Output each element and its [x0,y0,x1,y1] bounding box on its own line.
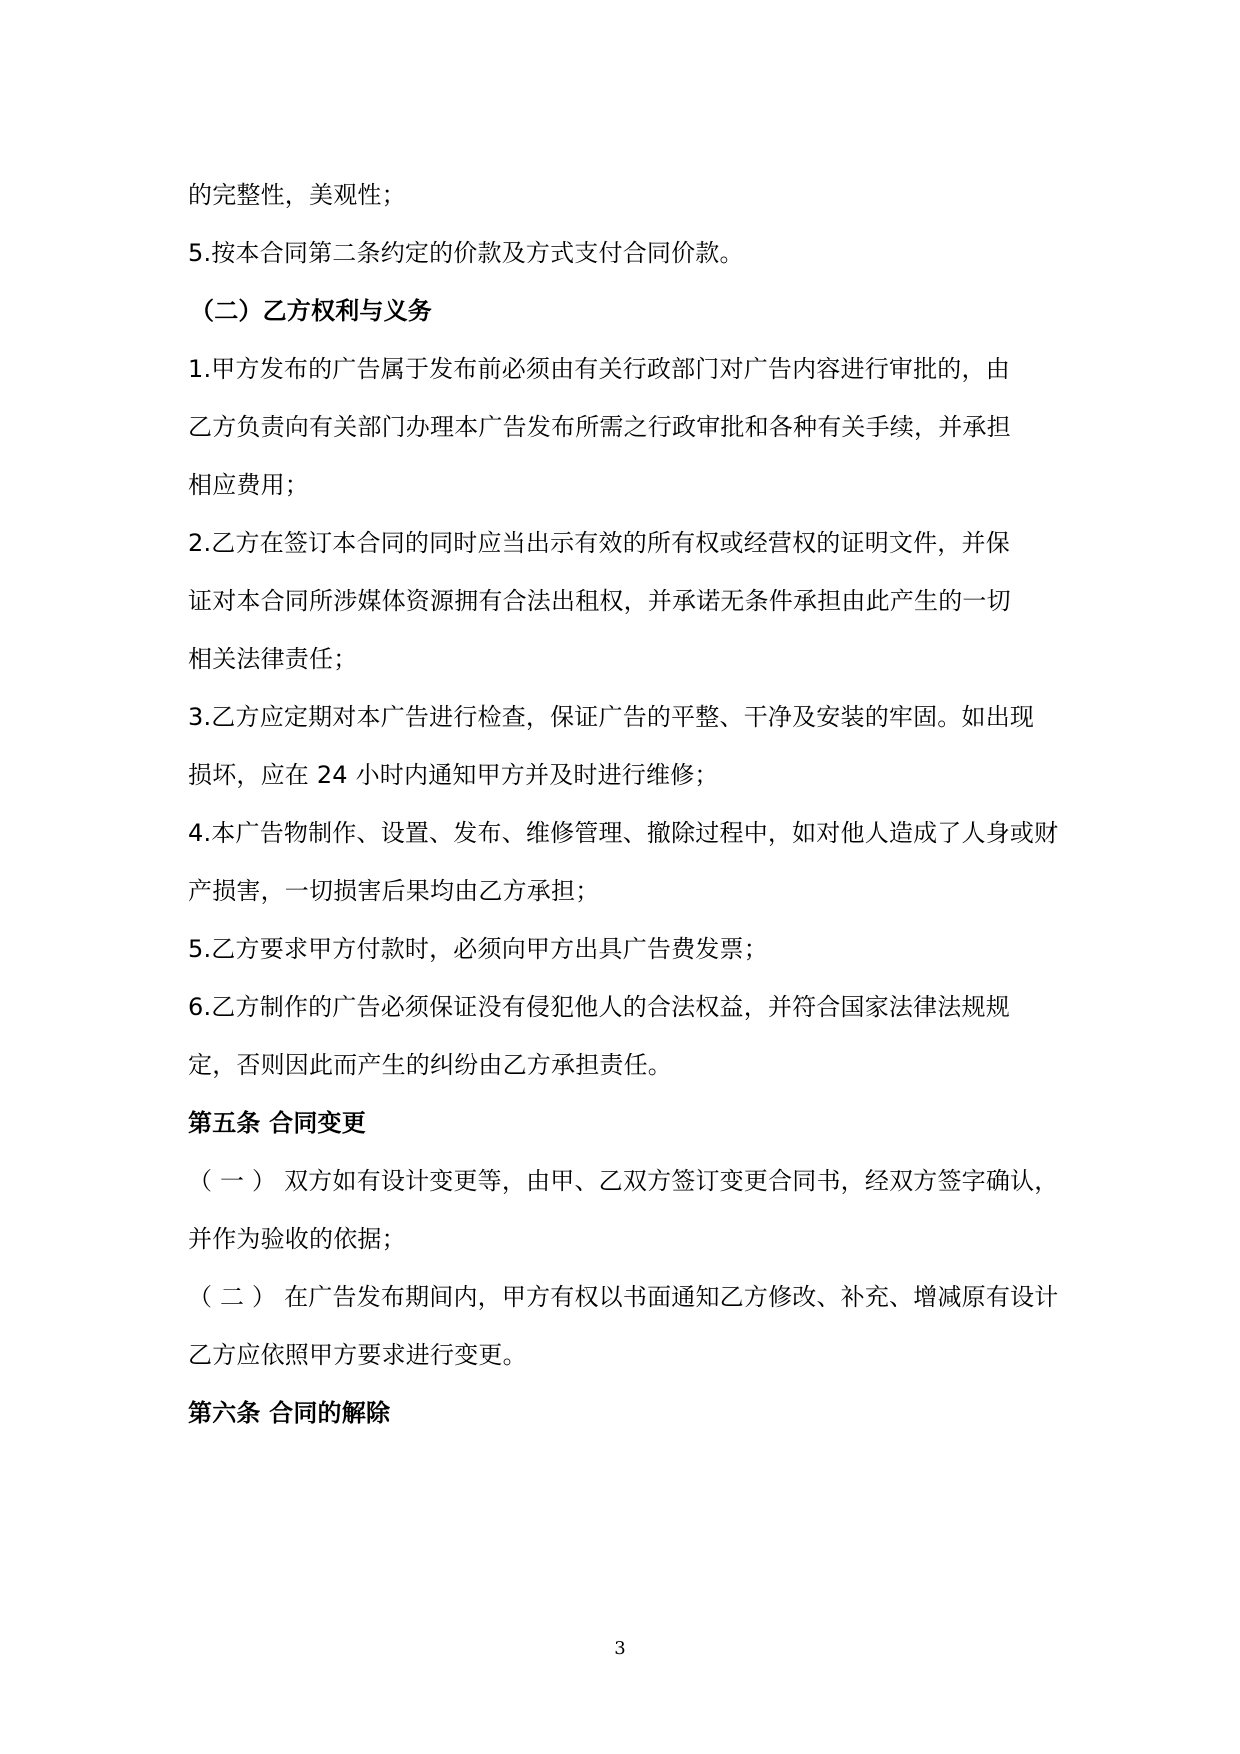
text-line: 5.乙方要求甲方付款时，必须向甲方出具广告费发票； [188,935,768,963]
text-line: （ 二 ） 在广告发布期间内，甲方有权以书面通知乙方修改、补充、增减原有设计 [188,1283,1059,1311]
text-line: 6.乙方制作的广告必须保证没有侵犯他人的合法权益，并符合国家法律法规规 [188,993,1010,1021]
text-line: 相应费用； [188,471,309,499]
page-number: 3 [614,1638,626,1659]
article-heading: 第五条 合同变更 [188,1109,366,1137]
text-line: 定，否则因此而产生的纠纷由乙方承担责任。 [188,1051,672,1079]
text-line: 1.甲方发布的广告属于发布前必须由有关行政部门对广告内容进行审批的，由 [188,355,1010,383]
text-line: 2.乙方在签订本合同的同时应当出示有效的所有权或经营权的证明文件，并保 [188,529,1010,557]
text-line: （ 一 ） 双方如有设计变更等，由甲、乙双方签订变更合同书，经双方签字确认， [188,1167,1059,1195]
text-line: 产损害，一切损害后果均由乙方承担； [188,877,600,905]
section-heading: （二）乙方权利与义务 [190,297,432,325]
text-line: 证对本合同所涉媒体资源拥有合法出租权，并承诺无条件承担由此产生的一切 [188,587,1011,615]
text-line: 相关法律责任； [188,645,358,673]
text-line: 损坏，应在 24 小时内通知甲方并及时进行维修； [188,761,719,789]
text-line: 乙方应依照甲方要求进行变更。 [188,1341,527,1369]
text-line: 的完整性，美观性； [188,181,406,209]
text-line: 5.按本合同第二条约定的价款及方式支付合同价款。 [188,239,744,267]
text-line: 乙方负责向有关部门办理本广告发布所需之行政审批和各种有关手续，并承担 [188,413,1011,441]
article-heading: 第六条 合同的解除 [188,1399,391,1427]
text-line: 3.乙方应定期对本广告进行检查，保证广告的平整、干净及安装的牢固。如出现 [188,703,1035,731]
text-line: 并作为验收的依据； [188,1225,406,1253]
text-line: 4.本广告物制作、设置、发布、维修管理、撤除过程中，如对他人造成了人身或财 [188,819,1059,847]
